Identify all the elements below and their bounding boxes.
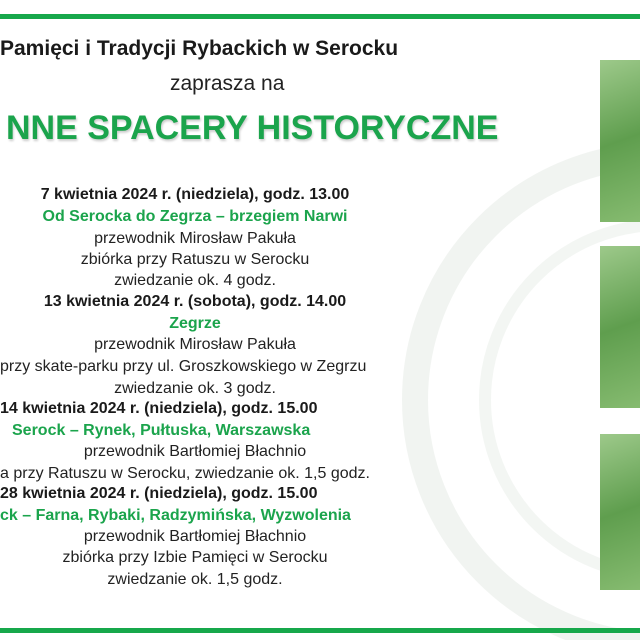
top-divider [0,14,640,19]
event-4-duration: zwiedzanie ok. 1,5 godz. [107,571,283,588]
event-4-guide: przewodnik Bartłomiej Błachnio [83,528,307,545]
event-2-meet: przy skate-parku przy ul. Groszkowskiego w Zegrzu [0,358,367,375]
event-3-guide: przewodnik Bartłomiej Błachnio [83,443,307,460]
event-2-duration: zwiedzanie ok. 3 godz. [114,380,276,397]
photo-stones [600,434,640,590]
event-2-route: Zegrze [169,315,221,332]
photo-trees [600,60,640,222]
event-1-duration: zwiedzanie ok. 4 godz. [114,272,276,289]
event-2-guide: przewodnik Mirosław Pakuła [94,336,296,353]
event-1-guide: przewodnik Mirosław Pakuła [94,230,296,247]
invites-text: zaprasza na [170,72,285,95]
event-3-date: 14 kwietnia 2024 r. (niedziela), godz. 15.00 [0,400,318,417]
event-4-meet: zbiórka przy Izbie Pamięci w Serocku [62,549,328,566]
event-1-meet: zbiórka przy Ratuszu w Serocku [80,251,310,268]
bottom-divider [0,628,640,633]
event-2-date: 13 kwietnia 2024 r. (sobota), godz. 14.00 [43,293,347,310]
event-3-route: Serock – Rynek, Pułtuska, Warszawska [12,422,311,439]
event-1-route: Od Serocka do Zegrza – brzegiem Narwi [42,208,348,225]
page-title: NNE SPACERY HISTORYCZNE [6,109,499,147]
event-1-date: 7 kwietnia 2024 r. (niedziela), godz. 13.00 [40,186,350,203]
event-4-route: ck – Farna, Rybaki, Radzymińska, Wyzwolenia [0,507,351,524]
event-4-date: 28 kwietnia 2024 r. (niedziela), godz. 15.00 [0,485,318,502]
photo-grass [600,246,640,408]
event-3-meet: a przy Ratuszu w Serocku, zwiedzanie ok. 1,5 godz. [0,465,370,482]
org-name: Pamięci i Tradycji Rybackich w Serocku [0,37,399,60]
